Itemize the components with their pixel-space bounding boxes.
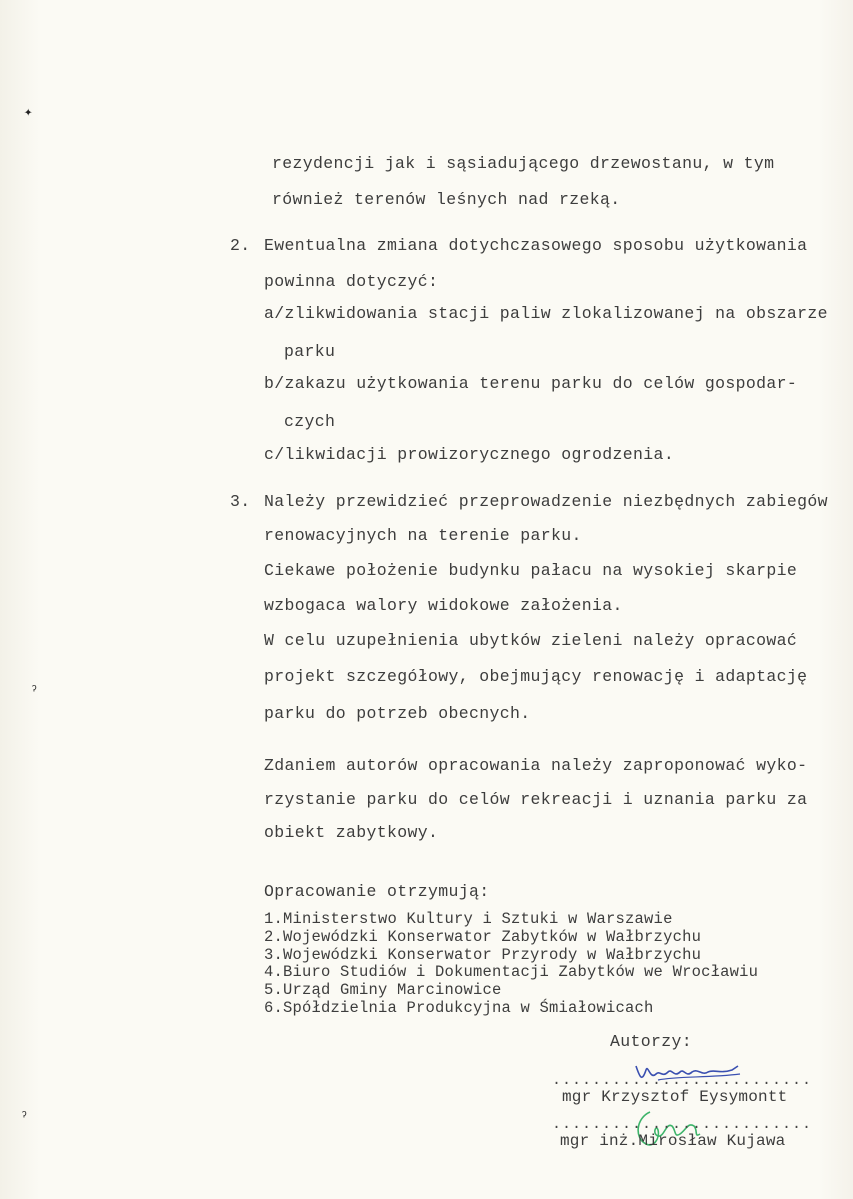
- item-line: parku: [284, 342, 336, 361]
- recipient-item: 3.Wojewódzki Konserwator Przyrody w Wałbrzychu: [264, 946, 702, 964]
- item-line: Należy przewidzieć przeprowadzenie niezbędnych zabiegów: [264, 492, 828, 511]
- conclusion-line: Zdaniem autorów opracowania należy zaproponować wyko-: [264, 756, 808, 775]
- item-line: projekt szczegółowy, obejmujący renowację i adaptację: [264, 667, 808, 686]
- author-1: mgr Krzysztof Eysymontt: [562, 1088, 788, 1106]
- paragraph-line: również terenów leśnych nad rzeką.: [272, 190, 621, 209]
- recipient-item: 2.Wojewódzki Konserwator Zabytków w Wałbrzychu: [264, 928, 702, 946]
- margin-mark: ˀ: [30, 684, 39, 700]
- item-number: 2.: [230, 236, 251, 255]
- recipients-heading: Opracowanie otrzymują:: [264, 882, 490, 901]
- item-number: 3.: [230, 492, 251, 511]
- item-line: wzbogaca walory widokowe założenia.: [264, 596, 623, 615]
- signature-line: ..........................: [552, 1116, 813, 1133]
- item-line: W celu uzupełnienia ubytków zieleni należy opracować: [264, 631, 798, 650]
- recipient-item: 5.Urząd Gminy Marcinowice: [264, 981, 502, 999]
- authors-heading: Autorzy:: [610, 1032, 693, 1051]
- margin-mark: ✦: [24, 105, 33, 121]
- paragraph-line: rezydencji jak i sąsiadującego drzewostanu, w tym: [272, 154, 775, 173]
- item-line: Ciekawe położenie budynku pałacu na wysokiej skarpie: [264, 561, 798, 580]
- conclusion-line: rzystanie parku do celów rekreacji i uznania parku za: [264, 790, 808, 809]
- signature-line: ..........................: [552, 1072, 813, 1089]
- item-line: b/zakazu użytkowania terenu parku do celów gospodar-: [264, 374, 798, 393]
- recipient-item: 1.Ministerstwo Kultury i Sztuki w Warszawie: [264, 910, 673, 928]
- conclusion-line: obiekt zabytkowy.: [264, 823, 439, 842]
- margin-mark: ˀ: [20, 1110, 29, 1126]
- item-line: a/zlikwidowania stacji paliw zlokalizowanej na obszarze: [264, 304, 828, 323]
- item-line: parku do potrzeb obecnych.: [264, 704, 531, 723]
- item-line: renowacyjnych na terenie parku.: [264, 526, 582, 545]
- item-line: c/likwidacji prowizorycznego ogrodzenia.: [264, 445, 675, 464]
- recipient-item: 4.Biuro Studiów i Dokumentacji Zabytków we Wrocławiu: [264, 963, 759, 981]
- author-2: mgr inż.Mirosław Kujawa: [560, 1132, 786, 1150]
- recipient-item: 6.Spółdzielnia Produkcyjna w Śmiałowicach: [264, 999, 654, 1017]
- item-line: czych: [284, 412, 336, 431]
- item-line: powinna dotyczyć:: [264, 272, 439, 291]
- item-line: Ewentualna zmiana dotychczasowego sposobu użytkowania: [264, 236, 808, 255]
